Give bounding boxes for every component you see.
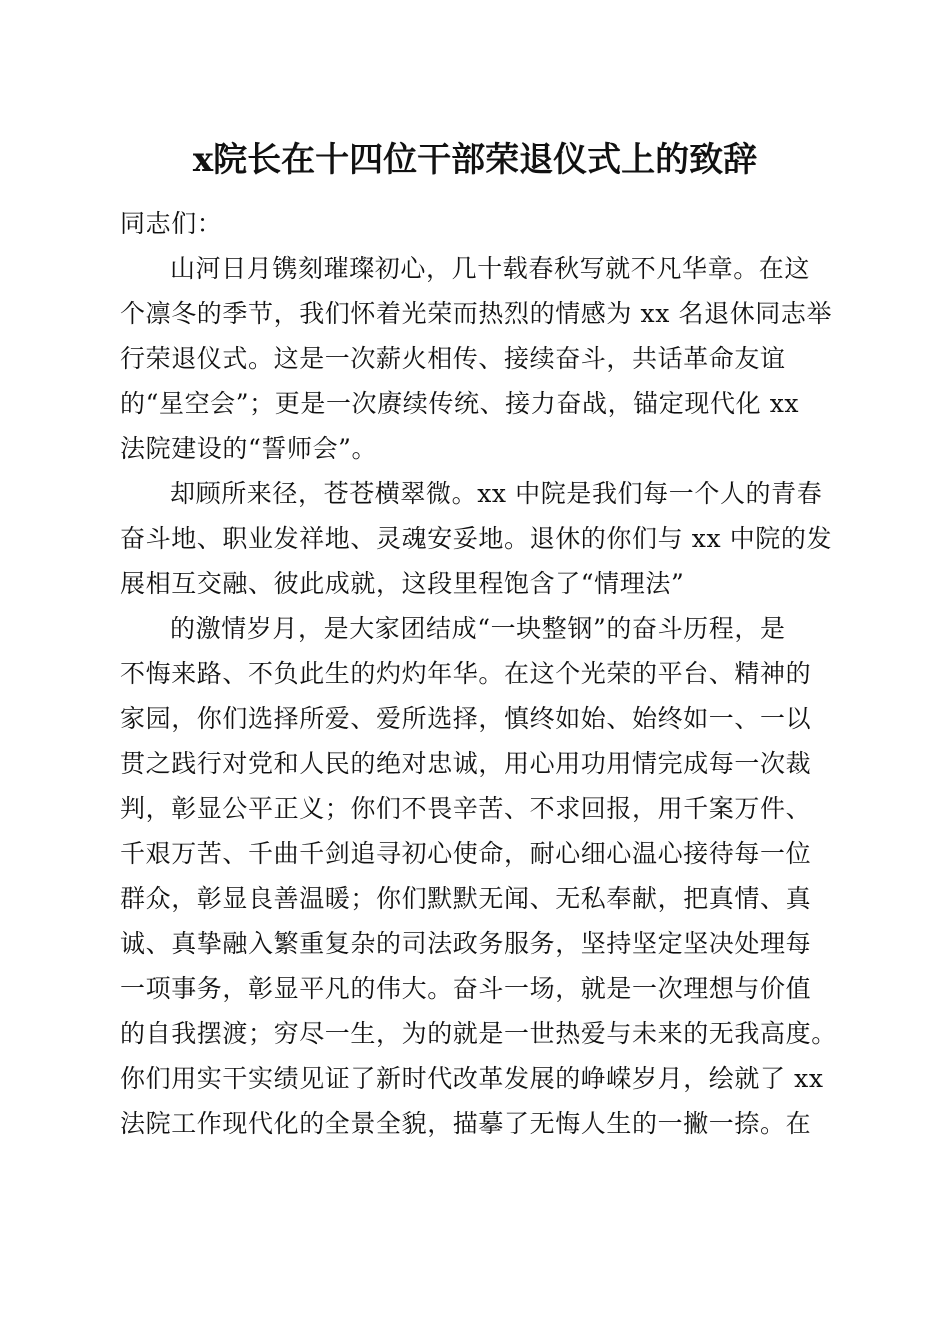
paragraph-line: 千艰万苦、千曲千剑追寻初心使命，耐心细心温心接待每一位 [120,839,812,868]
paragraph-line: 贯之践行对党和人民的绝对忠诚，用心用功用情完成每一次裁 [120,749,812,778]
paragraph-line: 家园，你们选择所爱、爱所选择，慎终如始、始终如一、一以 [120,704,812,733]
paragraph-line: 的激情岁月，是大家团结成“一块整钢”的奋斗历程，是 [170,614,786,643]
paragraph-line: 你们用实干实绩见证了新时代改革发展的峥嵘岁月，绘就了 xx [120,1064,824,1093]
paragraph-line: 个凛冬的季节，我们怀着光荣而热烈的情感为 xx 名退休同志举 [120,299,833,328]
paragraph-line: 不悔来路、不负此生的灼灼年华。在这个光荣的平台、精神的 [120,659,812,688]
paragraph-line: 法院工作现代化的全景全貌，描摹了无悔人生的一撇一捺。在 [120,1109,812,1138]
paragraph-line: 一项事务，彰显平凡的伟大。奋斗一场，就是一次理想与价值 [120,974,812,1003]
paragraph-line: 判，彰显公平正义；你们不畏辛苦、不求回报，用千案万件、 [120,794,812,823]
paragraph-line: 行荣退仪式。这是一次薪火相传、接续奋斗，共话革命友谊 [120,344,786,373]
paragraph-line: 展相互交融、彼此成就，这段里程饱含了“情理法” [120,569,685,598]
paragraph-line: 山河日月镌刻璀璨初心，几十载春秋写就不凡华章。在这 [170,254,811,283]
paragraph-line: 诚、真挚融入繁重复杂的司法政务服务，坚持坚定坚决处理每 [120,929,812,958]
document-title: x院长在十四位干部荣退仪式上的致辞 [192,140,758,180]
paragraph-line: 群众，彰显良善温暖；你们默默无闻、无私奉献，把真情、真 [120,884,812,913]
paragraph-line: 的自我摆渡；穷尽一生，为的就是一世热爱与未来的无我高度。 [120,1019,837,1048]
paragraph-line: 却顾所来径，苍苍横翠微。xx 中院是我们每一个人的青春 [170,479,823,508]
paragraph-line: 的“星空会”；更是一次赓续传统、接力奋战，锚定现代化 xx [120,389,800,418]
salutation: 同志们： [120,209,223,238]
paragraph-line: 法院建设的“誓师会”。 [120,434,378,463]
paragraph-line: 奋斗地、职业发祥地、灵魂安妥地。退休的你们与 xx 中院的发 [120,524,833,553]
